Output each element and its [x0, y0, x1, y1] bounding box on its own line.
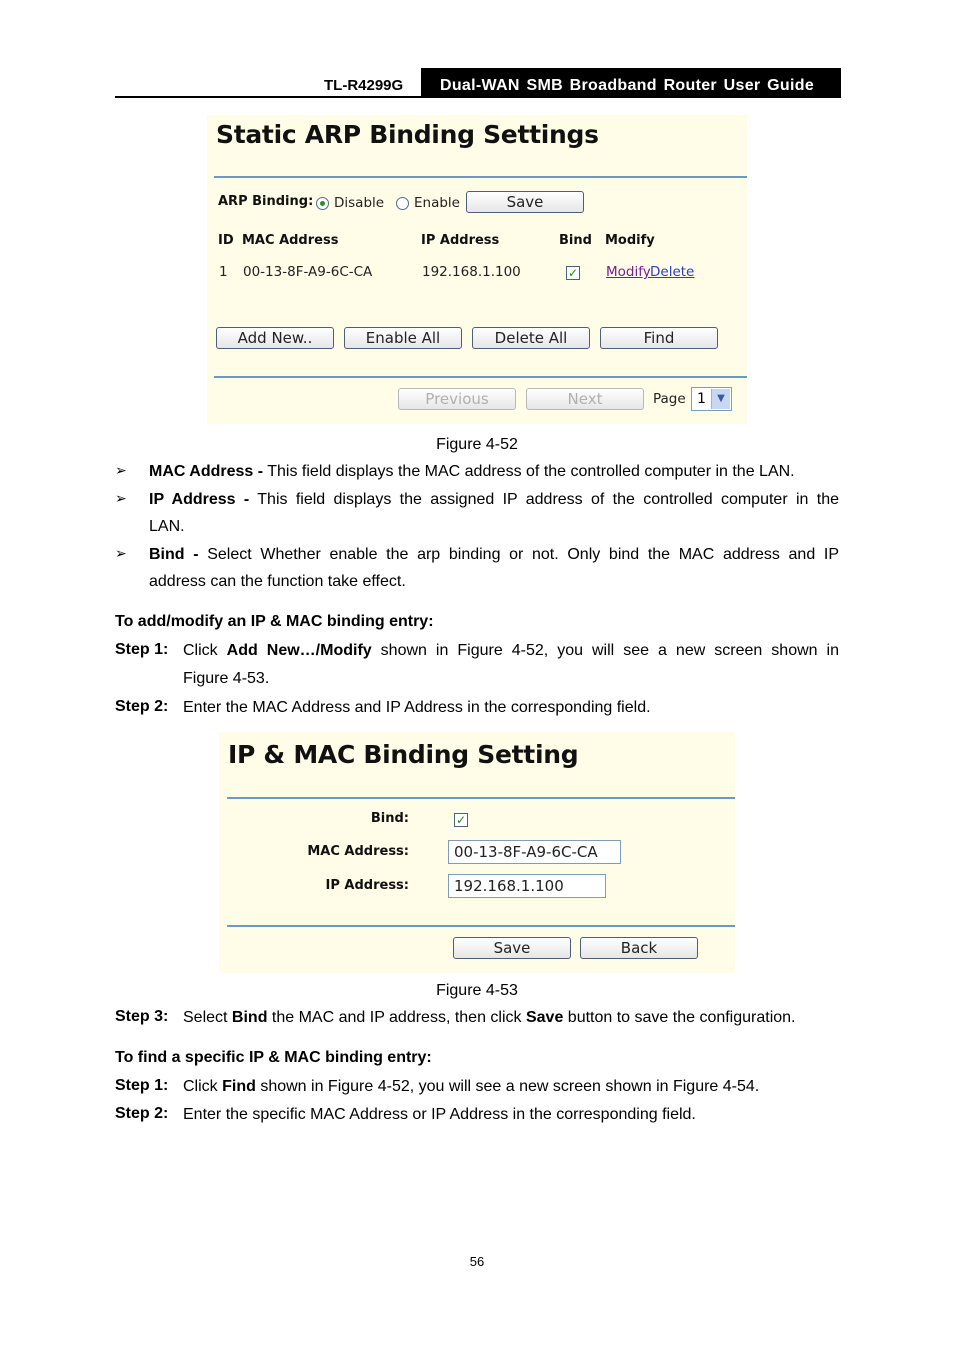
row-mac: 00-13-8F-A9-6C-CA — [243, 264, 373, 280]
disable-radio[interactable] — [316, 197, 329, 210]
find-step2-text: Enter the specific MAC Address or IP Address in the corresponding field. — [183, 1106, 696, 1123]
delete-all-button[interactable]: Delete All — [472, 327, 590, 349]
figure-52-caption: Figure 4-52 — [436, 436, 518, 453]
bottom-divider — [227, 925, 735, 927]
enable-all-button[interactable]: Enable All — [344, 327, 462, 349]
back-button[interactable]: Back — [580, 937, 698, 959]
arrow-bullet-icon: ➢ — [115, 490, 127, 506]
col-id: ID — [218, 233, 234, 248]
add-modify-heading: To add/modify an IP & MAC binding entry: — [115, 613, 434, 630]
save-button[interactable]: Save — [453, 937, 571, 959]
col-ip-address: IP Address — [421, 233, 500, 248]
find-step2-label: Step 2: — [115, 1105, 169, 1122]
add-step1-text: Click Add New…/Modify shown in Figure 4-52, you will see a new screen shown in — [183, 642, 840, 659]
modify-link[interactable]: Modify — [606, 264, 651, 280]
save-button[interactable]: Save — [466, 191, 584, 213]
find-button[interactable]: Find — [600, 327, 718, 349]
add-new-button[interactable]: Add New.. — [216, 327, 334, 349]
header-rule — [115, 96, 841, 98]
page-select-value: 1 — [697, 391, 706, 407]
header-guide-title: Dual-WAN SMB Broadband Router User Guide — [421, 68, 841, 97]
page-select[interactable] — [691, 387, 732, 411]
page-label: Page — [653, 391, 686, 407]
add-step2-label: Step 2: — [115, 698, 169, 715]
bullet-bind: Bind - Select Whether enable the arp binding or not. Only bind the MAC address and IP — [149, 546, 839, 563]
bind-checkbox[interactable]: ✓ — [455, 813, 467, 827]
find-heading: To find a specific IP & MAC binding entry: — [115, 1049, 432, 1066]
ip-address-label: IP Address: — [325, 878, 409, 893]
arp-binding-label: ARP Binding: — [218, 194, 314, 209]
arrow-bullet-icon: ➢ — [115, 545, 127, 561]
col-bind: Bind — [559, 233, 592, 248]
panel-title: Static ARP Binding Settings — [216, 120, 599, 149]
mac-address-field[interactable]: 00-13-8F-A9-6C-CA — [448, 840, 621, 864]
step3-text: Select Bind the MAC and IP address, then click Save button to save the configuration. — [183, 1009, 796, 1026]
add-step1-cont: Figure 4-53. — [183, 670, 270, 687]
page-number: 56 — [469, 1254, 485, 1269]
next-button[interactable]: Next — [526, 388, 644, 410]
bullet-ip-address: IP Address - This field displays the assigned IP address of the controlled computer in the — [149, 491, 839, 508]
panel-title: IP & MAC Binding Setting — [228, 740, 579, 769]
arrow-bullet-icon: ➢ — [115, 462, 127, 478]
mac-address-label: MAC Address: — [307, 844, 409, 859]
row-id: 1 — [219, 264, 228, 280]
chevron-down-icon: ▼ — [711, 389, 730, 409]
bullet-mac-address: MAC Address - This field displays the MAC address of the controlled computer in the LAN. — [149, 463, 795, 480]
top-divider — [227, 797, 735, 799]
bind-label: Bind: — [370, 811, 409, 826]
add-step2-text: Enter the MAC Address and IP Address in the corresponding field. — [183, 699, 651, 716]
bullet-ip-address-cont: LAN. — [149, 518, 185, 535]
delete-link[interactable]: Delete — [650, 264, 695, 280]
previous-button[interactable]: Previous — [398, 388, 516, 410]
col-mac-address: MAC Address — [242, 233, 339, 248]
figure-53-caption: Figure 4-53 — [436, 982, 518, 999]
step3-label: Step 3: — [115, 1008, 169, 1025]
find-step1-label: Step 1: — [115, 1077, 169, 1094]
row-ip: 192.168.1.100 — [422, 264, 521, 280]
top-divider — [214, 176, 747, 178]
col-modify: Modify — [605, 233, 655, 248]
bottom-divider — [214, 376, 747, 378]
enable-radio-label: Enable — [414, 195, 460, 211]
static-arp-binding-panel — [207, 115, 747, 424]
ip-address-field[interactable]: 192.168.1.100 — [448, 874, 606, 898]
row-bind-checkbox[interactable]: ✓ — [567, 266, 579, 280]
enable-radio[interactable] — [396, 197, 409, 210]
bullet-bind-cont: address can the function take effect. — [149, 573, 406, 590]
ip-mac-binding-panel — [219, 732, 735, 973]
add-step1-label: Step 1: — [115, 641, 169, 658]
header-model: TL-R4299G — [324, 77, 404, 94]
disable-radio-label: Disable — [334, 195, 385, 211]
find-step1-text: Click Find shown in Figure 4-52, you will see a new screen shown in Figure 4-54. — [183, 1078, 760, 1095]
